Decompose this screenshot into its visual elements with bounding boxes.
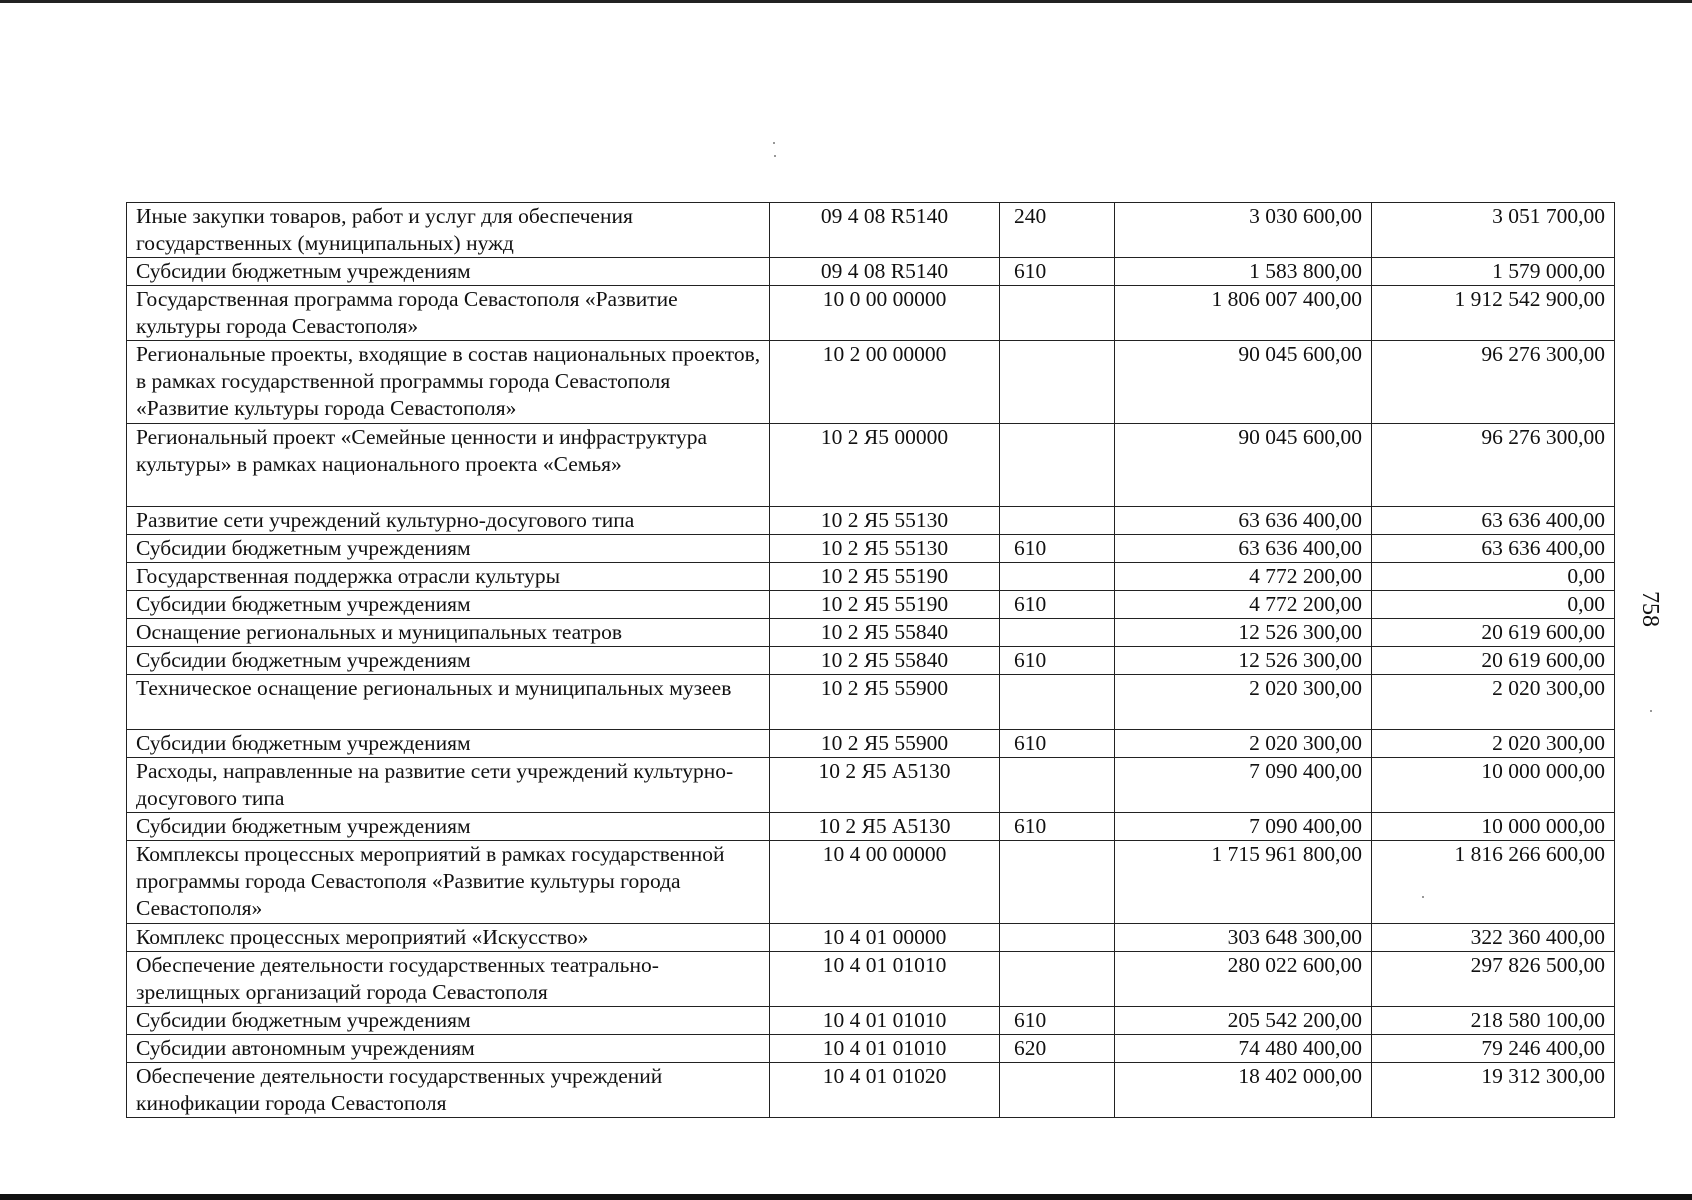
amount-second-year-cell: 63 636 400,00: [1372, 535, 1615, 563]
amount-second-year-cell: 1 816 266 600,00: [1372, 841, 1615, 924]
expense-name-cell: Субсидии бюджетным учреждениям: [127, 813, 770, 841]
amount-first-year-cell: 90 045 600,00: [1115, 341, 1372, 424]
target-article-code-cell: 10 2 Я5 55130: [770, 507, 1000, 535]
expense-type-code-cell: [1000, 841, 1115, 924]
target-article-code-cell: 10 2 00 00000: [770, 341, 1000, 424]
target-article-code-cell: 10 2 Я5 55900: [770, 675, 1000, 730]
expense-type-code-cell: 620: [1000, 1035, 1115, 1063]
table-row: [127, 841, 1615, 924]
amount-second-year-cell: 20 619 600,00: [1372, 647, 1615, 675]
table-row: [127, 424, 1615, 507]
expense-name-cell: Субсидии бюджетным учреждениям: [127, 647, 770, 675]
expense-type-code-cell: [1000, 507, 1115, 535]
amount-second-year-cell: 10 000 000,00: [1372, 758, 1615, 813]
table-row: [127, 647, 1615, 675]
expense-type-code-cell: [1000, 563, 1115, 591]
table-row: [127, 535, 1615, 563]
expense-type-code-cell: 610: [1000, 258, 1115, 286]
amount-first-year-cell: 303 648 300,00: [1115, 924, 1372, 952]
page-number: 758: [1637, 591, 1663, 627]
amount-first-year-cell: 3 030 600,00: [1115, 203, 1372, 258]
target-article-code-cell: 10 4 01 00000: [770, 924, 1000, 952]
expense-type-code-cell: [1000, 341, 1115, 424]
amount-first-year-cell: 4 772 200,00: [1115, 591, 1372, 619]
amount-first-year-cell: 63 636 400,00: [1115, 507, 1372, 535]
amount-second-year-cell: 79 246 400,00: [1372, 1035, 1615, 1063]
table-row: [127, 591, 1615, 619]
target-article-code-cell: 10 0 00 00000: [770, 286, 1000, 341]
expense-name-cell: Региональный проект «Семейные ценности и инфраструктура культуры» в рамках национального проекта «Семья»: [127, 424, 770, 507]
table-row: [127, 341, 1615, 424]
scan-speck: [774, 155, 776, 157]
expense-type-code-cell: 610: [1000, 535, 1115, 563]
amount-first-year-cell: 74 480 400,00: [1115, 1035, 1372, 1063]
amount-first-year-cell: 7 090 400,00: [1115, 813, 1372, 841]
table-row: [127, 1035, 1615, 1063]
expense-name-cell: Субсидии бюджетным учреждениям: [127, 535, 770, 563]
target-article-code-cell: 09 4 08 R5140: [770, 203, 1000, 258]
scan-edge-top: [0, 0, 1692, 3]
budget-table-body: [127, 203, 1615, 1118]
table-row: [127, 203, 1615, 258]
amount-first-year-cell: 4 772 200,00: [1115, 563, 1372, 591]
expense-type-code-cell: [1000, 952, 1115, 1007]
amount-second-year-cell: 0,00: [1372, 591, 1615, 619]
amount-first-year-cell: 12 526 300,00: [1115, 647, 1372, 675]
expense-name-cell: Региональные проекты, входящие в состав национальных проектов, в рамках государственной программы города Севастополя «Развитие культуры города Севастополя»: [127, 341, 770, 424]
scan-speck: [773, 142, 775, 144]
expense-type-code-cell: [1000, 1063, 1115, 1118]
expense-name-cell: Обеспечение деятельности государственных учреждений кинофикации города Севастополя: [127, 1063, 770, 1118]
expense-type-code-cell: 610: [1000, 591, 1115, 619]
amount-second-year-cell: 63 636 400,00: [1372, 507, 1615, 535]
amount-second-year-cell: 3 051 700,00: [1372, 203, 1615, 258]
expense-type-code-cell: 610: [1000, 647, 1115, 675]
amount-first-year-cell: 7 090 400,00: [1115, 758, 1372, 813]
amount-second-year-cell: 96 276 300,00: [1372, 424, 1615, 507]
table-row: [127, 952, 1615, 1007]
target-article-code-cell: 10 2 Я5 А5130: [770, 813, 1000, 841]
expense-name-cell: Оснащение региональных и муниципальных театров: [127, 619, 770, 647]
target-article-code-cell: 10 4 01 01020: [770, 1063, 1000, 1118]
amount-second-year-cell: 2 020 300,00: [1372, 675, 1615, 730]
table-row: [127, 1007, 1615, 1035]
expense-type-code-cell: [1000, 424, 1115, 507]
table-row: [127, 813, 1615, 841]
expense-name-cell: Комплекс процессных мероприятий «Искусство»: [127, 924, 770, 952]
table-row: [127, 507, 1615, 535]
table-row: [127, 258, 1615, 286]
amount-second-year-cell: 20 619 600,00: [1372, 619, 1615, 647]
expense-type-code-cell: [1000, 619, 1115, 647]
amount-second-year-cell: 1 912 542 900,00: [1372, 286, 1615, 341]
expense-name-cell: Субсидии бюджетным учреждениям: [127, 258, 770, 286]
expense-name-cell: Техническое оснащение региональных и муниципальных музеев: [127, 675, 770, 730]
table-row: [127, 619, 1615, 647]
target-article-code-cell: 10 4 00 00000: [770, 841, 1000, 924]
expense-name-cell: Субсидии автономным учреждениям: [127, 1035, 770, 1063]
table-row: [127, 730, 1615, 758]
amount-first-year-cell: 90 045 600,00: [1115, 424, 1372, 507]
target-article-code-cell: 10 2 Я5 55190: [770, 591, 1000, 619]
amount-first-year-cell: 12 526 300,00: [1115, 619, 1372, 647]
amount-second-year-cell: 297 826 500,00: [1372, 952, 1615, 1007]
amount-first-year-cell: 18 402 000,00: [1115, 1063, 1372, 1118]
expense-type-code-cell: 610: [1000, 730, 1115, 758]
expense-name-cell: Комплексы процессных мероприятий в рамках государственной программы города Севастополя «Развитие культуры города Севастополя»: [127, 841, 770, 924]
expense-type-code-cell: [1000, 675, 1115, 730]
amount-second-year-cell: 322 360 400,00: [1372, 924, 1615, 952]
target-article-code-cell: 10 2 Я5 А5130: [770, 758, 1000, 813]
expense-name-cell: Государственная поддержка отрасли культуры: [127, 563, 770, 591]
expense-type-code-cell: 240: [1000, 203, 1115, 258]
expense-type-code-cell: [1000, 758, 1115, 813]
expense-name-cell: Расходы, направленные на развитие сети учреждений культурно-досугового типа: [127, 758, 770, 813]
target-article-code-cell: 10 4 01 01010: [770, 952, 1000, 1007]
target-article-code-cell: 10 4 01 01010: [770, 1007, 1000, 1035]
target-article-code-cell: 10 2 Я5 55190: [770, 563, 1000, 591]
target-article-code-cell: 10 2 Я5 55900: [770, 730, 1000, 758]
amount-second-year-cell: 19 312 300,00: [1372, 1063, 1615, 1118]
amount-first-year-cell: 1 583 800,00: [1115, 258, 1372, 286]
amount-second-year-cell: 2 020 300,00: [1372, 730, 1615, 758]
expense-name-cell: Субсидии бюджетным учреждениям: [127, 730, 770, 758]
amount-second-year-cell: 0,00: [1372, 563, 1615, 591]
expense-name-cell: Субсидии бюджетным учреждениям: [127, 591, 770, 619]
target-article-code-cell: 09 4 08 R5140: [770, 258, 1000, 286]
amount-second-year-cell: 10 000 000,00: [1372, 813, 1615, 841]
amount-first-year-cell: 205 542 200,00: [1115, 1007, 1372, 1035]
table-row: [127, 758, 1615, 813]
table-row: [127, 924, 1615, 952]
expense-type-code-cell: [1000, 286, 1115, 341]
amount-second-year-cell: 1 579 000,00: [1372, 258, 1615, 286]
expense-type-code-cell: 610: [1000, 813, 1115, 841]
budget-table: [126, 202, 1615, 1118]
expense-name-cell: Обеспечение деятельности государственных театрально-зрелищных организаций города Севастополя: [127, 952, 770, 1007]
amount-second-year-cell: 218 580 100,00: [1372, 1007, 1615, 1035]
amount-first-year-cell: 1 715 961 800,00: [1115, 841, 1372, 924]
amount-first-year-cell: 2 020 300,00: [1115, 675, 1372, 730]
scan-speck: [1650, 710, 1652, 712]
amount-first-year-cell: 2 020 300,00: [1115, 730, 1372, 758]
amount-first-year-cell: 280 022 600,00: [1115, 952, 1372, 1007]
expense-type-code-cell: 610: [1000, 1007, 1115, 1035]
target-article-code-cell: 10 2 Я5 55840: [770, 619, 1000, 647]
target-article-code-cell: 10 4 01 01010: [770, 1035, 1000, 1063]
scan-edge-bottom: [0, 1194, 1692, 1200]
expense-name-cell: Иные закупки товаров, работ и услуг для обеспечения государственных (муниципальных) нужд: [127, 203, 770, 258]
target-article-code-cell: 10 2 Я5 55130: [770, 535, 1000, 563]
target-article-code-cell: 10 2 Я5 55840: [770, 647, 1000, 675]
amount-first-year-cell: 1 806 007 400,00: [1115, 286, 1372, 341]
target-article-code-cell: 10 2 Я5 00000: [770, 424, 1000, 507]
table-row: [127, 563, 1615, 591]
amount-second-year-cell: 96 276 300,00: [1372, 341, 1615, 424]
expense-name-cell: Государственная программа города Севастополя «Развитие культуры города Севастополя»: [127, 286, 770, 341]
expense-name-cell: Развитие сети учреждений культурно-досугового типа: [127, 507, 770, 535]
table-row: [127, 675, 1615, 730]
table-row: [127, 286, 1615, 341]
expense-type-code-cell: [1000, 924, 1115, 952]
amount-first-year-cell: 63 636 400,00: [1115, 535, 1372, 563]
expense-name-cell: Субсидии бюджетным учреждениям: [127, 1007, 770, 1035]
table-row: [127, 1063, 1615, 1118]
